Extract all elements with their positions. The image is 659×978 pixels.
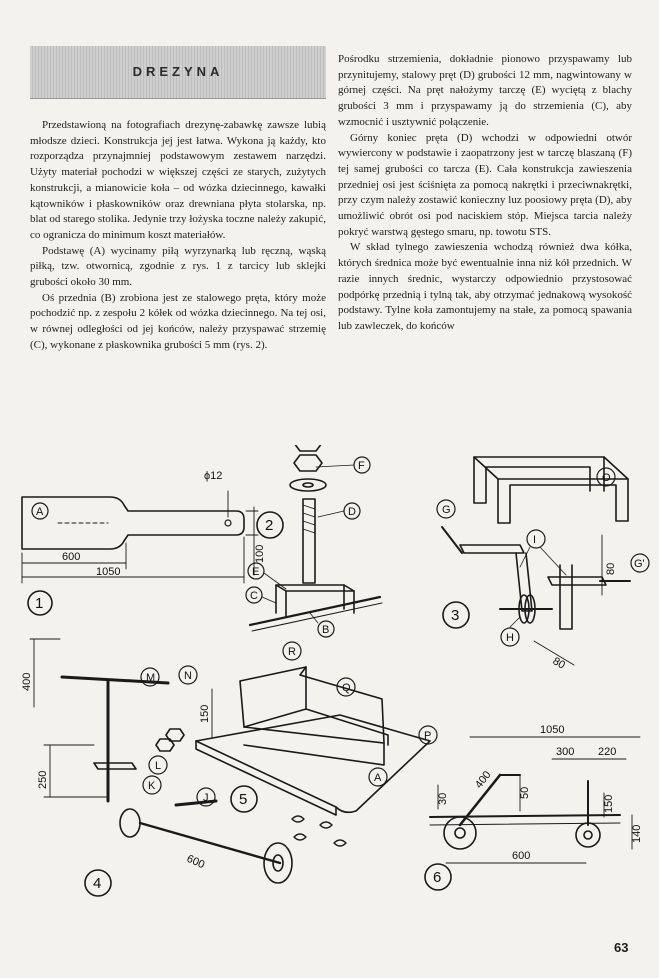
fig5-label-a: A bbox=[374, 772, 382, 784]
fig5-label-r: R bbox=[288, 646, 296, 658]
fig2-label-b: B bbox=[322, 624, 330, 636]
fig1-dim-phi12: ϕ12 bbox=[204, 470, 223, 482]
fig4-label-l: L bbox=[155, 760, 162, 772]
fig5-label-q: Q bbox=[342, 682, 351, 694]
fig2-label-c: C bbox=[250, 590, 258, 602]
fig1-dim-1050: 1050 bbox=[96, 566, 121, 578]
fig6-dim-140: 140 bbox=[631, 824, 643, 843]
paragraph: Podstawę (A) wycinamy piłą wyrzynarką lub ręczną, wąską piłką, tzw. otwornicą, zgodnie z rys. 1 z tarcicy lub sklejki grubości około 30 mm. bbox=[30, 244, 326, 289]
fig3-rear-suspension bbox=[437, 457, 649, 665]
fig4-number: 4 bbox=[93, 875, 102, 892]
fig1-dim-100: 100 bbox=[254, 544, 266, 563]
fig3-dim-80-vertical: 80 bbox=[605, 562, 617, 575]
fig2-front-axle bbox=[246, 445, 382, 637]
fig4-label-n: N bbox=[184, 670, 192, 682]
fig1-label-a: A bbox=[36, 506, 44, 518]
fig6-dim-300: 300 bbox=[556, 746, 575, 758]
fig6-dim-220: 220 bbox=[598, 746, 617, 758]
fig2-label-f: F bbox=[358, 460, 365, 472]
fig6-dim-30: 30 bbox=[437, 792, 449, 805]
fig3-dim-80-diagonal: 80 bbox=[550, 655, 568, 672]
fig6-dim-600: 600 bbox=[512, 850, 531, 862]
fig5-dim-150: 150 bbox=[199, 704, 211, 723]
fig1-number: 1 bbox=[35, 595, 44, 612]
fig4-label-m: M bbox=[146, 672, 156, 684]
paragraph: W skład tylnego zawieszenia wchodzą również dwa kółka, których średnica może być ewentualnie inna niż kół przednich. W razie innych średnic, wystarczy odpowiednio przystosować podpórkę przednią i tylną tak, aby otrzymać jednakową wysokość podstawy. Tylne koła zamontujemy na stałe, za pomocą spawania lub zawleczek, do końców bbox=[338, 241, 632, 332]
fig3-label-h: H bbox=[506, 632, 514, 644]
page-number: 63 bbox=[614, 940, 629, 955]
fig3-label-g: G bbox=[442, 504, 451, 516]
fig5-seat-base bbox=[196, 642, 437, 846]
paragraph: Pośrodku strzemienia, dokładnie pionowo przyspawamy lub przynitujemy, stalowy pręt (D) grubości 12 mm, nagwintowany w górnej części. Na pręt nałożymy tarczę (E) wyciętą z blachy grubości 3 mm i przyspawamy ją do strzemienia (C), aby wzmocnić i usztywnić połączenie. bbox=[338, 53, 632, 128]
fig3-label-i: I bbox=[533, 534, 537, 546]
article-title: DREZYNA bbox=[132, 64, 224, 79]
fig6-dim-400: 400 bbox=[472, 768, 494, 791]
fig3-label-o: O bbox=[602, 472, 611, 484]
paragraph: Górny koniec pręta (D) wchodzi w odpowiedni otwór wywiercony w podstawie i zaopatrzony jest w tarczę blaszaną (F) tej samej grubości co tarcza (E). Cała konstrukcja zawieszenia przedniej osi jest ściśnięta za pomocą nakrętki i przeciwnakrętki, przy czym należy zostawić konieczny luz poosiowy pręta (D), aby umożliwić obrót osi pod naciskiem stóp. Miejsca tarcia należy pokryć warstwą gęstego smaru, np. towotu STS. bbox=[338, 131, 632, 238]
fig4-label-j: J bbox=[203, 792, 209, 804]
fig1-base-plate bbox=[22, 491, 258, 615]
paragraph: Oś przednia (B) zrobiona jest ze stalowego pręta, który może pochodzić np. z zespołu 2 kółek od wózka dziecinnego. Na tej osi, w równej odległości od jej końców, należy przyspawać strzemię (C), wykonane z płaskownika grubości 5 mm (rys. 2). bbox=[30, 291, 326, 351]
technical-drawings bbox=[0, 445, 659, 925]
fig6-dim-150: 150 bbox=[603, 794, 615, 813]
fig4-label-k: K bbox=[148, 780, 156, 792]
fig1-dim-600: 600 bbox=[62, 551, 81, 563]
text-column-right bbox=[338, 52, 632, 335]
fig3-number: 3 bbox=[451, 607, 460, 624]
fig2-number: 2 bbox=[265, 517, 274, 534]
text-column-left bbox=[30, 118, 326, 354]
fig2-label-d: D bbox=[348, 506, 356, 518]
fig6-dim-1050: 1050 bbox=[540, 724, 565, 736]
paragraph: Przedstawioną na fotografiach drezynę-zabawkę zawsze lubią młodsze dzieci. Konstrukcja jej jest łatwa. Wykona ją każdy, kto rozporządza przynajmniej podstawowym zestawem narzędzi. Użyty materiał pochodzi w większej części ze starych, zużytych konstrukcji, a mianowicie koła – od wózka dziecinnego, kawałki kątowników i płaskowników oraz drewniana płyta stolarska, np. blat od starego stolika. Jedynie trzy łożyska toczne należy zakupić, co ogranicza do minimum koszt materiałów. bbox=[30, 119, 326, 241]
fig4-dim-600: 600 bbox=[184, 852, 207, 872]
fig3-label-g-prime: G' bbox=[634, 558, 645, 570]
fig6-dim-50: 50 bbox=[519, 786, 531, 799]
fig4-dim-400: 400 bbox=[21, 672, 33, 691]
fig4-dim-250: 250 bbox=[37, 770, 49, 789]
fig5-number: 5 bbox=[239, 791, 248, 808]
fig5-label-p: P bbox=[424, 730, 432, 742]
fig2-label-e: E bbox=[252, 566, 260, 578]
title-box bbox=[30, 46, 326, 99]
drawings-svg bbox=[0, 445, 659, 925]
fig6-number: 6 bbox=[433, 869, 442, 886]
